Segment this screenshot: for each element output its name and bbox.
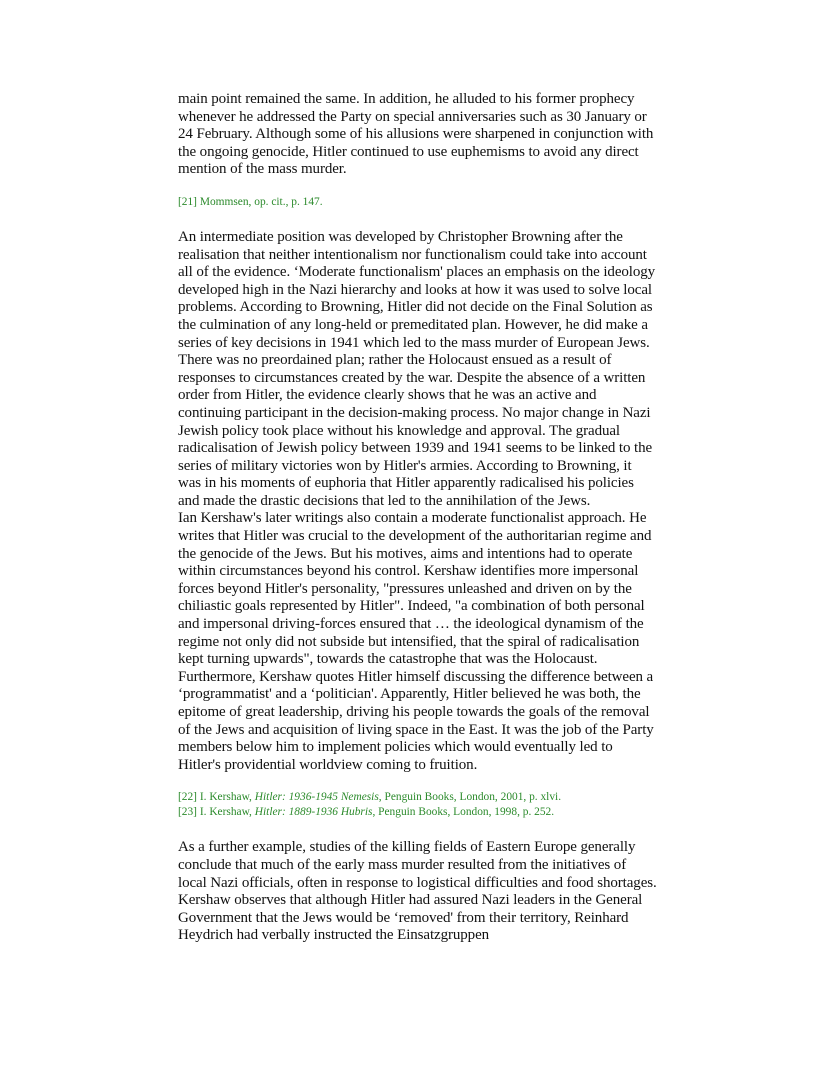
footnotes-22-23 — [178, 790, 658, 820]
document-page — [178, 91, 658, 945]
body-paragraph-4: As a further example, studies of the killing fields of Eastern Europe generally conclude that much of the early mass murder resulted from the initiatives of local Nazi officials, often in response to logistical difficulties and food shortages. Kershaw observes that although Hitler had assured Nazi leaders in the General Government that the Jews would be ‘removed' from their territory, Reinhard Heydrich had verbally instructed the Einsatzgruppen — [178, 839, 657, 944]
footnote-22 — [178, 790, 658, 805]
footnote-22-prefix: [22] I. Kershaw, — [178, 791, 255, 804]
footnote-23 — [178, 805, 658, 820]
body-paragraph-3: Ian Kershaw's later writings also contain a moderate functionalist approach. He writes that Hitler was crucial to the development of the authoritarian regime and the genocide of the Jews. But his motives, aims and intentions had to operate within circumstances beyond his control. Kershaw identifies more impersonal forces beyond Hitler's personality, "pressures unleashed and driven on by the chiliastic goals represented by Hitler". Indeed, "a combination of both personal and impersonal driving-forces ensured that … the ideological dynamism of the regime not only did not subside but intensified, that the spiral of radicalisation kept turning upwards", towards the catastrophe that was the Holocaust. Furthermore, Kershaw quotes Hitler himself discussing the difference between a ‘programmatist' and a ‘politician'. Apparently, Hitler believed he was both, the epitome of great leadership, driving his people towards the goals of the removal of the Jews and acquisition of living space in the East. It was the job of the Party members below him to implement policies which would eventually led to Hitler's providential worldview coming to fruition. — [178, 510, 654, 773]
body-paragraph-1: main point remained the same. In addition, he alluded to his former prophecy whenever he addressed the Party on special anniversaries such as 30 January or 24 February. Although some of his allusions were sharpened in conjunction with the ongoing genocide, Hitler continued to use euphemisms to avoid any direct mention of the mass murder. — [178, 91, 654, 178]
footnote-23-suffix: , Penguin Books, London, 1998, p. 252. — [372, 806, 555, 819]
footnote-23-prefix: [23] I. Kershaw, — [178, 806, 255, 819]
footnote-22-title: Hitler: 1936-1945 Nemesis — [254, 791, 379, 804]
footnote-21-text: [21] Mommsen, op. cit., p. 147. — [178, 195, 323, 208]
footnote-23-title: Hitler: 1889-1936 Hubris — [254, 806, 373, 819]
body-paragraph-2: An intermediate position was developed by Christopher Browning after the realisation that neither intentionalism nor functionalism could take into account all of the evidence. ‘Moderate functionalism' places an emphasis on the ideology developed high in the Nazi hierarchy and looks at how it was used to solve local problems. According to Browning, Hitler did not decide on the Final Solution as the culmination of any long-held or premeditated plan. However, he did make a series of key decisions in 1941 which led to the mass murder of European Jews. There was no preordained plan; rather the Holocaust ensued as a result of responses to circumstances created by the war. Despite the absence of a written order from Hitler, the evidence clearly shows that he was an active and continuing participant in the decision-making process. No major change in Nazi Jewish policy took place without his knowledge and approval. The gradual radicalisation of Jewish policy between 1939 and 1941 seems to be linked to the series of military victories won by Hitler's armies. According to Browning, it was in his moments of euphoria that Hitler apparently radicalised his policies and made the drastic decisions that led to the annihilation of the Jews. — [178, 228, 656, 509]
footnote-21 — [178, 195, 658, 210]
footnote-22-suffix: , Penguin Books, London, 2001, p. xlvi. — [378, 791, 562, 804]
